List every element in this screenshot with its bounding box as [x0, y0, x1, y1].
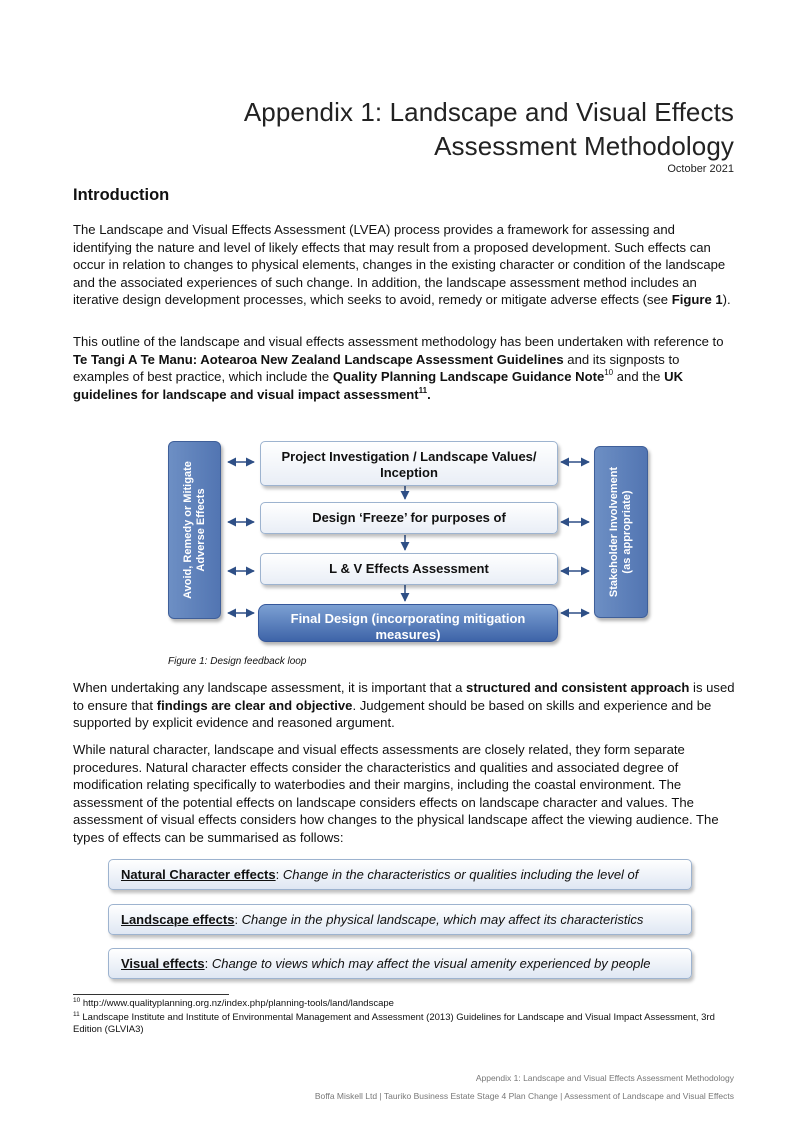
intro-paragraph-1 [73, 221, 737, 309]
approach-paragraph [73, 679, 737, 732]
footer-document-title: Appendix 1: Landscape and Visual Effects Assessment Methodology [475, 1073, 734, 1083]
te-tangi-reference: Te Tangi A Te Manu: Aotearoa New Zealand Landscape Assessment Guidelines [73, 351, 564, 367]
design-feedback-loop-diagram [160, 436, 660, 651]
p2-text-end: . [427, 386, 431, 402]
project-investigation-label: Project Investigation / Landscape Values/ Inception [281, 449, 537, 480]
p2-text-e: and the [613, 369, 665, 385]
section-heading-introduction: Introduction [73, 186, 170, 204]
effects-assessment-label: L & V Effects Assessment [329, 561, 489, 576]
design-freeze-label: Design ‘Freeze’ for purposes of [312, 510, 506, 525]
intro-paragraph-2 [73, 333, 737, 403]
effects-types-paragraph: While natural character, landscape and visual effects assessments are closely related, they form separate procedures. Natural character effects consider the characteristics and qualities and associated degree of modification relating specifically to waterbodies and their margins, including the coastal environment. The assessment of the potential effects on landscape considers effects on landscape character and values. The assessment of visual effects considers how changes to the physical landscape affect the viewing audience. The types of effects can be summarised as follows: [73, 742, 719, 845]
document-title-line2: Assessment Methodology [434, 131, 734, 161]
landscape-effects-box [108, 904, 692, 935]
stakeholder-involvement-bar [594, 446, 648, 618]
natural-character-effects-box [108, 859, 692, 890]
footnote-11 [73, 1012, 737, 1035]
effect-separator: : [204, 956, 212, 971]
effect-description: Change to views which may affect the visual amenity experienced by people [211, 956, 651, 971]
document-title-line1: Appendix 1: Landscape and Visual Effects [243, 97, 734, 127]
avoid-remedy-mitigate-label: Avoid, Remedy or Mitigate Adverse Effects [181, 461, 207, 599]
final-design-label: Final Design (incorporating mitigation measures) [290, 611, 526, 642]
footnote-10 [73, 998, 737, 1010]
avoid-remedy-mitigate-bar [168, 441, 221, 619]
design-freeze-box [260, 502, 558, 534]
figure-1-reference: Figure 1 [671, 292, 723, 308]
clear-findings-emphasis: findings are clear and objective [156, 697, 353, 713]
footnote-ref-11[interactable]: 11 [418, 385, 428, 395]
footnote-10-link[interactable]: http://www.qualityplanning.org.nz/index.php/planning-tools/land/landscape [80, 998, 394, 1009]
footer-publisher-line: Boffa Miskell Ltd | Tauriko Business Estate Stage 4 Plan Change | Assessment of Landscape and Visual Effects [314, 1091, 734, 1101]
figure-caption: Figure 1: Design feedback loop [168, 656, 307, 667]
footnote-ref-10[interactable]: 10 [604, 368, 614, 378]
structured-approach-emphasis: structured and consistent approach [466, 680, 690, 695]
footnote-number: 11 [73, 1011, 80, 1018]
effect-separator: : [234, 912, 242, 927]
effect-separator: : [275, 867, 283, 882]
p3-text-e: . Judgement should be based on skills and experience and be supported by explicit evidence and reasoned argument. [73, 697, 712, 731]
footnote-11-text: Landscape Institute and Institute of Environmental Management and Assessment (2013) Guidelines for Landscape and Visual Impact Assessment, 3rd Edition (GLVIA3) [73, 1012, 715, 1035]
final-design-box [258, 604, 558, 642]
effect-label: Natural Character effects [121, 867, 276, 882]
document-date: October 2021 [667, 163, 734, 175]
p2-text-c: and its signposts to examples of best practice, which include the [73, 351, 680, 385]
footnote-divider [73, 994, 229, 995]
p3-text-c: is used to ensure that [73, 680, 735, 713]
effect-description: Change in the characteristics or qualities including the level of [282, 867, 639, 882]
stakeholder-involvement-label: Stakeholder Involvement (as appropriate) [608, 466, 633, 598]
effect-label: Landscape effects [121, 912, 235, 927]
p3-text-a: When undertaking any landscape assessment, it is important that a [73, 680, 467, 695]
project-investigation-box [260, 441, 558, 486]
visual-effects-box [108, 948, 692, 979]
quality-planning-reference: Quality Planning Landscape Guidance Note [332, 369, 605, 385]
effect-description: Change in the physical landscape, which may affect its characteristics [241, 912, 644, 927]
uk-guidelines-reference: UK guidelines for landscape and visual impact assessment [73, 369, 684, 402]
effect-label: Visual effects [121, 956, 205, 971]
p2-text-a: This outline of the landscape and visual effects assessment methodology has been undertaken with reference to [73, 334, 724, 349]
footnote-number: 10 [73, 997, 81, 1004]
effects-assessment-box [260, 553, 558, 585]
intro-p1-text: The Landscape and Visual Effects Assessment (LVEA) process provides a framework for assessing and identifying the nature and level of likely effects that may result from a proposed development. Such effects can occur in relation to changes to physical elements, changes in the existing character or condition of the landscape and the associated experiences of such change. In addition, the landscape assessment method includes an iterative design development processes, which seeks to avoid, remedy or mitigate adverse effects (see [73, 222, 726, 308]
intro-p1-end: ). [722, 292, 731, 308]
